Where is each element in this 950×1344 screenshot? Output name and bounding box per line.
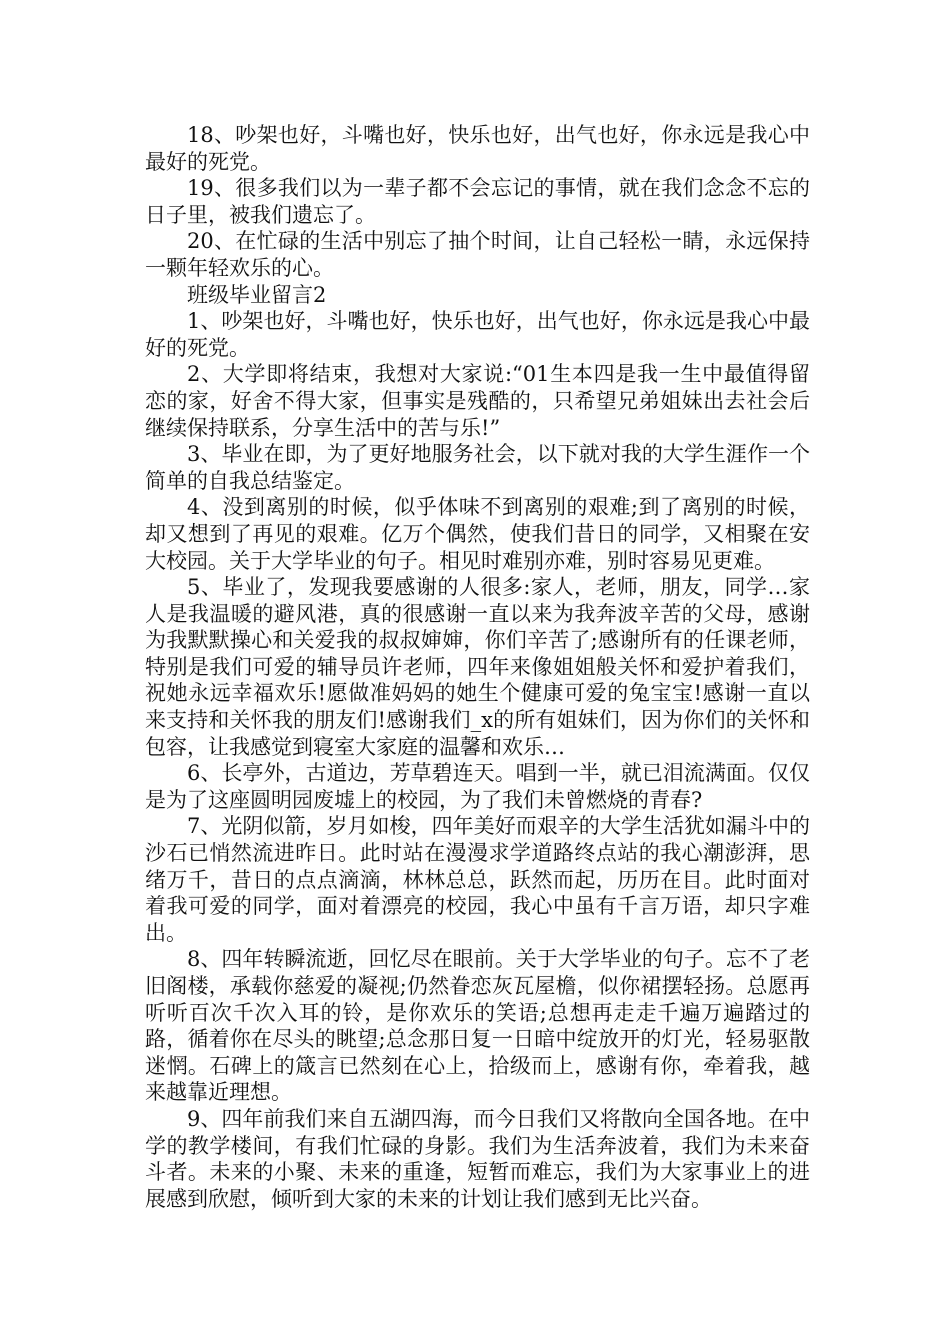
paragraph-1: 1、吵架也好，斗嘴也好，快乐也好，出气也好，你永远是我心中最好的死党。	[145, 309, 810, 360]
paragraph-7: 7、光阴似箭，岁月如梭，四年美好而艰辛的大学生活犹如漏斗中的沙石已悄然流进昨日。此时站在漫漫求学道路终点站的我心潮澎湃，思绪万千，昔日的点点滴滴，林林总总，跃然而起，历历在目。此时面对着我可爱的同学，面对着漂亮的校园，我心中虽有千言万语，却只字难出。	[145, 814, 810, 945]
paragraph-8: 8、四年转瞬流逝，回忆尽在眼前。关于大学毕业的句子。忘不了老旧阁楼，承载你慈爱的凝视;仍然眷恋灰瓦屋檐，似你裙摆轻扬。总愿再听听百次千次入耳的铃，是你欢乐的笑语;总想再走走千遍万遍踏过的路，循着你在尽头的眺望;总念那日复一日暗中绽放开的灯光，轻易驱散迷惘。石碑上的箴言已然刻在心上，拾级而上，感谢有你，牵着我，越来越靠近理想。	[145, 947, 810, 1105]
paragraph-20: 20、在忙碌的生活中别忘了抽个时间，让自己轻松一睛，永远保持一颗年轻欢乐的心。	[145, 229, 810, 280]
paragraph-18: 18、吵架也好，斗嘴也好，快乐也好，出气也好，你永远是我心中最好的死党。	[145, 123, 810, 174]
paragraph-6: 6、长亭外，古道边，芳草碧连天。唱到一半，就已泪流满面。仅仅是为了这座圆明园废墟上的校园，为了我们未曾燃烧的青春?	[145, 761, 810, 812]
paragraph-3: 3、毕业在即，为了更好地服务社会，以下就对我的大学生涯作一个简单的自我总结鉴定。	[145, 442, 810, 493]
section-title: 班级毕业留言2	[187, 282, 327, 307]
paragraph-2: 2、大学即将结束，我想对大家说:“01生本四是我一生中最值得留恋的家，好舍不得大家，但事实是残酷的，只希望兄弟姐妹出去社会后继续保持联系，分享生活中的苦与乐!”	[145, 362, 810, 440]
document-page	[145, 122, 810, 1212]
paragraph-9: 9、四年前我们来自五湖四海，而今日我们又将散向全国各地。在中学的教学楼间，有我们忙碌的身影。我们为生活奔波着，我们为未来奋斗者。未来的小聚、未来的重逢，短暂而难忘，我们为大家事业上的进展感到欣慰，倾听到大家的未来的计划让我们感到无比兴奋。	[145, 1106, 810, 1211]
paragraph-5: 5、毕业了，发现我要感谢的人很多:家人，老师，朋友，同学…家人是我温暖的避风港，真的很感谢一直以来为我奔波辛苦的父母，感谢为我默默操心和关爱我的叔叔婶婶，你们辛苦了;感谢所有的任课老师，特别是我们可爱的辅导员许老师，四年来像姐姐般关怀和爱护着我们，祝她永远幸福欢乐!愿做准妈妈的她生个健康可爱的兔宝宝!感谢一直以来支持和关怀我的朋友们!感谢我们_x的所有姐妹们，因为你们的关怀和包容，让我感觉到寝室大家庭的温馨和欢乐…	[145, 575, 810, 759]
paragraph-19: 19、很多我们以为一辈子都不会忘记的事情，就在我们念念不忘的日子里，被我们遗忘了。	[145, 176, 810, 227]
paragraph-4: 4、没到离别的时候，似乎体味不到离别的艰难;到了离别的时候，却又想到了再见的艰难。亿万个偶然，使我们昔日的同学，又相聚在安大校园。关于大学毕业的句子。相见时难别亦难，别时容易见更难。	[145, 495, 810, 573]
